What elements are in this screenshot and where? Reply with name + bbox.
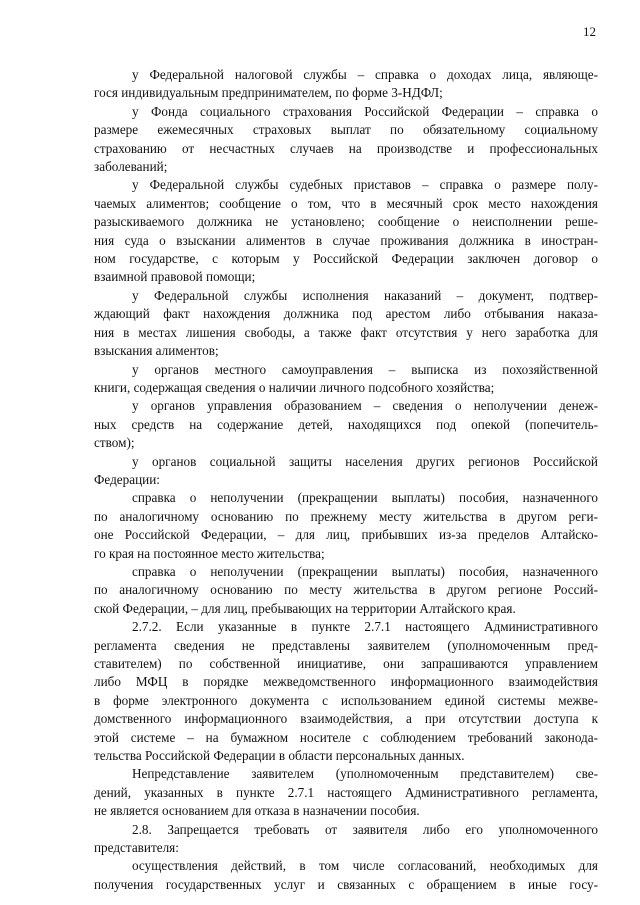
text-line: заболеваний; [94,159,168,175]
paragraph-p7 [94,453,598,490]
text-line: тельства Российской Федерации в области персональных данных. [94,748,465,764]
text-line: страхованию от несчастных случаев на производстве и профессиональных [94,140,598,156]
text-line: Федерации: [94,471,160,487]
paragraph-p5 [94,361,598,398]
text-line: ской Федерации, – для лиц, пребывающих на территории Алтайского края. [94,600,516,616]
text-line: у Федеральной службы судебных приставов – справка о размере полу- [132,177,598,193]
text-line: осуществления действий, в том числе согласований, необходимых для [132,858,598,874]
paragraph-p1 [94,66,598,103]
text-line: у Федеральной налоговой службы – справка о доходах лица, являюще- [132,67,598,82]
text-line: ных средств на содержание детей, находящихся под опекой (попечитель- [94,416,598,432]
text-line: по аналогичному основанию по прежнему месту жительства в другом реги- [94,508,598,524]
text-line: у Федеральной службы исполнения наказаний – документ, подтвер- [132,287,598,303]
text-line: у Фонда социального страхования Российской Федерации – справка о [132,103,598,119]
text-line: гося индивидуальным предпринимателем, по форме 3-НДФЛ; [94,85,443,101]
paragraph-p2 [94,103,598,177]
text-line: регламента сведения не представлены заявителем (уполномоченным пред- [94,637,598,653]
text-line: ния суда о взыскании алиментов в случае проживания должника в иностран- [94,232,598,248]
text-line: ния в местах лишения свободы, а также факт отсутствия у него заработка для [94,324,598,340]
text-line: ждающий факт нахождения должника под арестом либо отбывания наказа- [94,306,598,322]
text-line: по аналогичному основанию по месту жительства в другом регионе Россий- [94,582,598,598]
text-line: оне Российской Федерации, – для лиц, прибывших из-за пределов Алтайско- [94,527,598,543]
text-line: книги, содержащая сведения о наличии личного подсобного хозяйства; [94,379,495,395]
paragraph-p8 [94,489,598,563]
text-line: размере ежемесячных страховых выплат по обязательному социальному [94,122,598,138]
page-number: 12 [583,24,596,39]
text-line: домственного информационного взаимодействия, а при отсутствии доступа к [94,711,598,727]
text-line: справка о неполучении (прекращении выплаты) пособия, назначенного [132,490,598,506]
paragraph-p9 [94,563,598,618]
paragraph-p3 [94,176,598,286]
text-line: взыскания алиментов; [94,343,219,359]
text-line: получения государственных услуг и связанных с обращением в иные госу- [94,876,598,892]
document-body [94,66,598,894]
text-line: справка о неполучении (прекращении выплаты) пособия, назначенного [132,563,598,579]
text-line: ном государстве, с которым у Российской Федерации заключен договор о [94,251,598,267]
text-line: ством); [94,435,135,451]
text-line: у органов местного самоуправления – выписка из похозяйственной [132,361,598,377]
paragraph-p4 [94,287,598,361]
text-line: в форме электронного документа с использованием единой системы межве- [94,692,598,708]
text-line: взаимной правовой помощи; [94,269,256,285]
text-line: дений, указанных в пункте 2.7.1 настоящего Административного регламента, [94,784,598,800]
text-line: ставителем) по собственной инициативе, они запрашиваются управлением [94,656,598,671]
paragraph-p12 [94,821,598,858]
text-line: не является основанием для отказа в назначении пособия. [94,803,420,819]
text-line: этой системе – на бумажном носителе с соблюдением требований законода- [94,729,598,745]
text-line: 2.8. Запрещается требовать от заявителя либо его уполномоченного [132,821,598,837]
text-line: Непредставление заявителем (уполномоченным представителем) све- [132,766,598,782]
text-line: 2.7.2. Если указанные в пункте 2.7.1 настоящего Административного [132,619,598,635]
text-line: го края на постоянное место жительства; [94,545,325,561]
text-line: у органов управления образованием – сведения о неполучении денеж- [132,398,598,414]
paragraph-p10 [94,618,598,765]
text-line: у органов социальной защиты населения других регионов Российской [132,453,598,469]
paragraph-p6 [94,397,598,452]
text-line: разыскиваемого должника не установлено; сообщение о неисполнении реше- [94,214,598,230]
paragraph-p11 [94,765,598,820]
text-line: представителя: [94,840,179,856]
text-line: чаемых алиментов; сообщение о том, что в месячный срок место нахождения [94,195,598,211]
paragraph-p13 [94,857,598,894]
text-line: либо МФЦ в порядке межведомственного информационного взаимодействия [94,674,598,690]
